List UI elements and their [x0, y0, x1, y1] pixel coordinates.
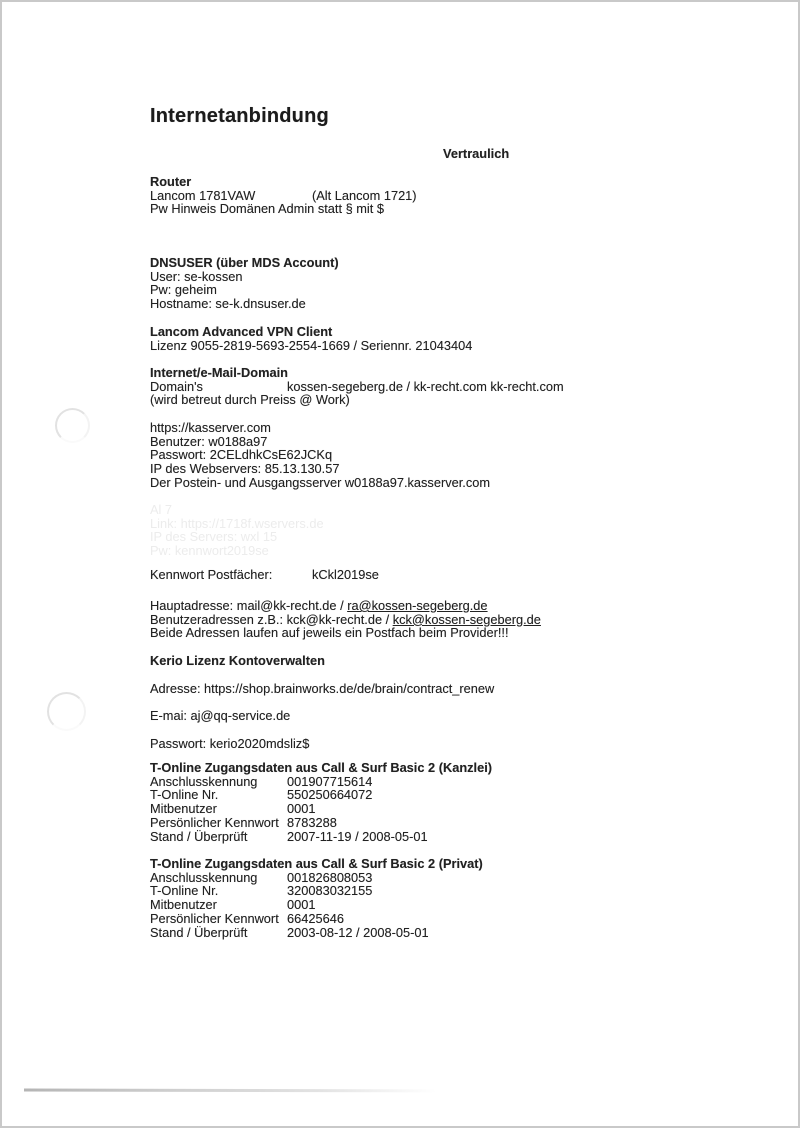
dnsuser-user: User: se-kossen — [150, 268, 243, 284]
main-address-line — [150, 599, 541, 613]
router-pw-hint: Pw Hinweis Domänen Admin statt § mit $ — [150, 201, 384, 217]
kerio-address-line — [150, 682, 494, 696]
kerio-email-line — [150, 709, 290, 723]
row-value: 0001 — [287, 897, 316, 913]
addresses-note: Beide Adressen laufen auf jeweils ein Postfach beim Provider!!! — [150, 625, 509, 641]
row-value: 001826808053 — [287, 869, 373, 885]
row-label: Anschlusskennung — [150, 773, 258, 789]
row-value: 2003-08-12 / 2008-05-01 — [287, 924, 429, 940]
page-title: Internetanbindung — [150, 105, 329, 127]
scan-edge-artifact — [24, 1089, 449, 1093]
kerio-heading: Kerio Lizenz Kontoverwalten — [150, 653, 325, 668]
row-value: 320083032155 — [287, 883, 373, 899]
faded-line: Link: https://1718f.wservers.de — [150, 515, 324, 531]
domain-heading: Internet/e-Mail-Domain — [150, 365, 288, 380]
user-address-prefix: Benutzeradressen z.B.: kck@kk-recht.de / — [150, 611, 393, 627]
row-label: T-Online Nr. — [150, 787, 219, 803]
user-address-link: kck@kossen-segeberg.de — [392, 611, 541, 627]
domain-label: Domain's — [150, 378, 203, 394]
section-tonline-kanzlei — [150, 761, 492, 843]
domain-line — [150, 380, 564, 394]
main-address-prefix: Hauptadresse: mail@kk-recht.de / — [150, 598, 348, 613]
kasserver-user: Benutzer: w0188a97 — [150, 433, 268, 449]
row-value: 66425646 — [287, 910, 344, 926]
vpn-license: Lizenz 9055-2819-5693-2554-1669 / Seriennr. 21043404 — [150, 337, 473, 353]
domain-value: kossen-segeberg.de / kk-recht.com kk-recht.com — [287, 378, 564, 394]
section-router — [150, 175, 417, 216]
hole-punch-mark — [55, 408, 90, 443]
kasserver-ip: IP des Webservers: 85.13.130.57 — [150, 461, 340, 477]
kasserver-password: Passwort: 2CELdhkCsE62JCKq — [150, 447, 333, 463]
row-label: Anschlusskennung — [150, 869, 258, 885]
section-mailbox-password — [150, 568, 379, 582]
section-kerio — [150, 654, 325, 668]
row-label: Persönlicher Kennwort — [150, 910, 279, 926]
faded-line: Al 7 — [150, 502, 173, 517]
row-label: Mitbenutzer — [150, 897, 217, 913]
row-value: 2007-11-19 / 2008-05-01 — [287, 828, 428, 844]
router-model-line — [150, 189, 417, 203]
table-row — [150, 898, 483, 912]
table-row — [150, 816, 492, 830]
row-value: 001907715614 — [287, 773, 373, 789]
table-row — [150, 871, 483, 885]
dnsuser-heading: DNSUSER (über MDS Account) — [150, 255, 339, 270]
table-row — [150, 926, 483, 940]
kerio-address: Adresse: https://shop.brainworks.de/de/brain/contract_renew — [150, 681, 495, 696]
mailbox-line — [150, 568, 379, 582]
table-row — [150, 802, 492, 816]
row-label: T-Online Nr. — [150, 883, 219, 899]
main-address-link: ra@kossen-segeberg.de — [347, 598, 488, 613]
row-label: Persönlicher Kennwort — [150, 814, 279, 830]
row-label: Mitbenutzer — [150, 801, 217, 817]
faded-line: IP des Servers: wxl 15 — [150, 529, 278, 545]
section-vpn-client — [150, 325, 472, 352]
section-kasserver — [150, 421, 490, 490]
row-label: Stand / Überprüft — [150, 828, 248, 844]
kerio-email: E-mai: aj@qq-service.de — [150, 708, 291, 723]
faded-line: Pw: kennwort2019se — [150, 543, 269, 559]
mailbox-label: Kennwort Postfächer: — [150, 567, 273, 582]
vpn-heading: Lancom Advanced VPN Client — [150, 324, 333, 339]
kerio-password: Passwort: kerio2020mdsliz$ — [150, 736, 310, 751]
table-row — [150, 788, 492, 802]
classification-label: Vertraulich — [443, 146, 510, 161]
table-row — [150, 775, 492, 789]
section-faded-block — [150, 503, 324, 558]
section-dnsuser — [150, 256, 339, 311]
kasserver-mailserver: Der Postein- und Ausgangsserver w0188a97.kasserver.com — [150, 474, 491, 490]
dnsuser-hostname: Hostname: se-k.dnsuser.de — [150, 296, 306, 312]
tonline-privat-heading: T-Online Zugangsdaten aus Call & Surf Basic 2 (Privat) — [150, 856, 483, 871]
kasserver-url: https://kasserver.com — [150, 420, 271, 435]
row-value: 8783288 — [287, 814, 337, 830]
mailbox-password: kCkl2019se — [312, 567, 379, 582]
dnsuser-pw: Pw: geheim — [150, 282, 217, 298]
section-domain — [150, 366, 564, 407]
domain-note: (wird betreut durch Preiss @ Work) — [150, 392, 350, 408]
router-heading: Router — [150, 174, 192, 189]
table-row — [150, 830, 492, 844]
router-model: Lancom 1781VAW — [150, 187, 256, 203]
kerio-password-line — [150, 737, 309, 751]
user-address-line — [150, 613, 541, 627]
router-model-alt: (Alt Lancom 1721) — [312, 187, 417, 203]
row-value: 0001 — [287, 801, 316, 817]
row-label: Stand / Überprüft — [150, 924, 248, 940]
tonline-kanzlei-heading: T-Online Zugangsdaten aus Call & Surf Basic 2 (Kanzlei) — [150, 760, 493, 775]
section-tonline-privat — [150, 857, 483, 939]
table-row — [150, 884, 483, 898]
table-row — [150, 912, 483, 926]
row-value: 550250664072 — [287, 787, 373, 803]
hole-punch-mark — [47, 692, 86, 731]
section-addresses — [150, 599, 541, 640]
